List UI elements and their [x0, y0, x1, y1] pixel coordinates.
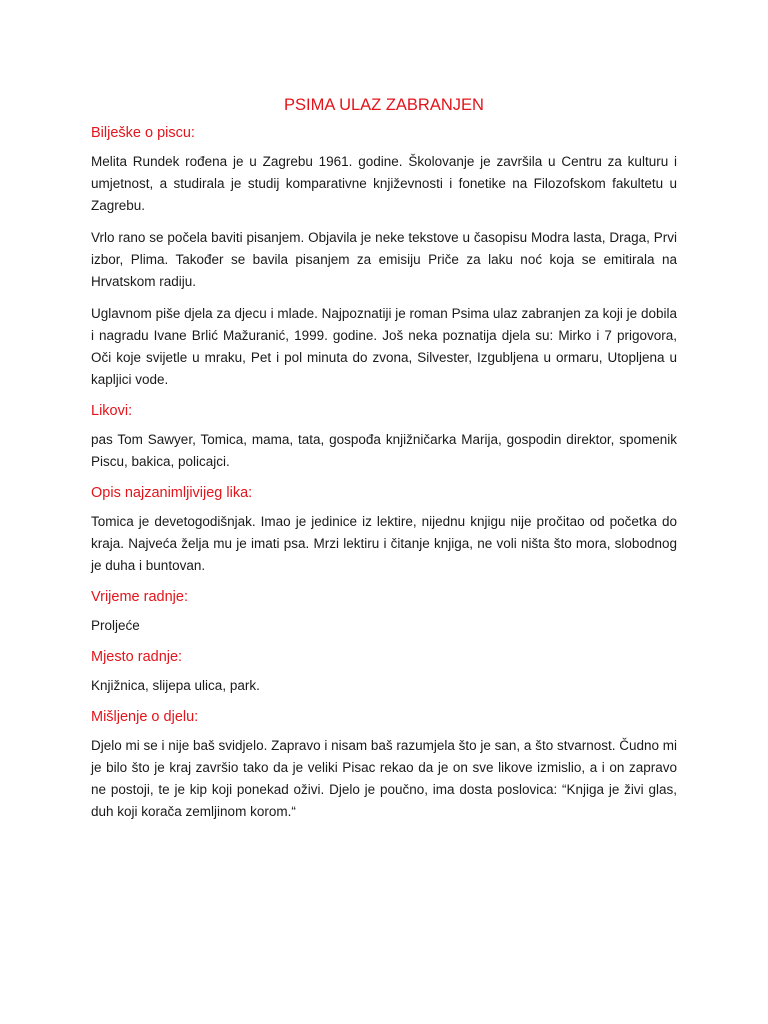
section-characters — [91, 401, 677, 473]
section-heading-biography: Bilješke o piscu: — [91, 125, 195, 141]
section-biography — [91, 123, 677, 391]
section-heading-opinion: Mišljenje o djelu: — [91, 709, 199, 725]
paragraph: Uglavnom piše djela za djecu i mlade. Najpoznatiji je roman Psima ulaz zabranjen za koji je dobila i nagradu Ivane Brlić Mažuranić, 1999. godine. Još neka poznatija djela su: Mirko i 7 prigovora, Oči koje svijetle u mraku, Pet i pol minuta do zvona, Silvester, Izgubljena u ormaru, Utopljena u kapljici vode. — [91, 306, 677, 387]
section-heading-place: Mjesto radnje: — [91, 649, 183, 665]
section-heading-time: Vrijeme radnje: — [91, 589, 188, 605]
section-heading-character-description: Opis najzanimljivijeg lika: — [91, 485, 253, 501]
section-character-description — [91, 483, 677, 577]
paragraph: Djelo mi se i nije baš svidjelo. Zapravo i nisam baš razumjela što je san, a što stvarnost. Čudno mi je bilo što je kraj završio tako da je veliki Pisac rekao da je on sve likove izmislio, a i on zapravo ne postoji, te je kip koji ponekad oživi. Djelo je poučno, ima dosta poslovica: “Knjiga je živi glas, duh koji korača zemljinom korom.“ — [91, 738, 678, 819]
paragraph: Knjižnica, slijepa ulica, park. — [91, 678, 260, 693]
document-page — [91, 93, 677, 833]
section-opinion — [91, 707, 677, 823]
paragraph: Tomica je devetogodišnjak. Imao je jedinice iz lektire, nijednu knjigu nije pročitao od početka do kraja. Najveća želja mu je imati psa. Mrzi lektiru i čitanje knjiga, ne voli ništa što mora, slobodnog je duha i buntovan. — [91, 514, 677, 573]
paragraph: Melita Rundek rođena je u Zagrebu 1961. godine. Školovanje je završila u Centru za kulturu i umjetnost, a studirala je studij komparativne književnosti i fonetike na Filozofskom fakultetu u Zagrebu. — [91, 154, 677, 213]
document-title: PSIMA ULAZ ZABRANJEN — [284, 96, 484, 114]
paragraph: Proljeće — [91, 618, 140, 633]
paragraph: Vrlo rano se počela baviti pisanjem. Objavila je neke tekstove u časopisu Modra lasta, Draga, Prvi izbor, Plima. Također se bavila pisanjem za emisiju Priče za laku noć koja se emitirala na Hrvatskom radiju. — [91, 230, 677, 289]
section-heading-characters: Likovi: — [91, 403, 133, 419]
section-time — [91, 587, 677, 637]
paragraph: pas Tom Sawyer, Tomica, mama, tata, gospođa knjižničarka Marija, gospodin direktor, spomenik Piscu, bakica, policajci. — [91, 432, 677, 469]
section-place — [91, 647, 677, 697]
